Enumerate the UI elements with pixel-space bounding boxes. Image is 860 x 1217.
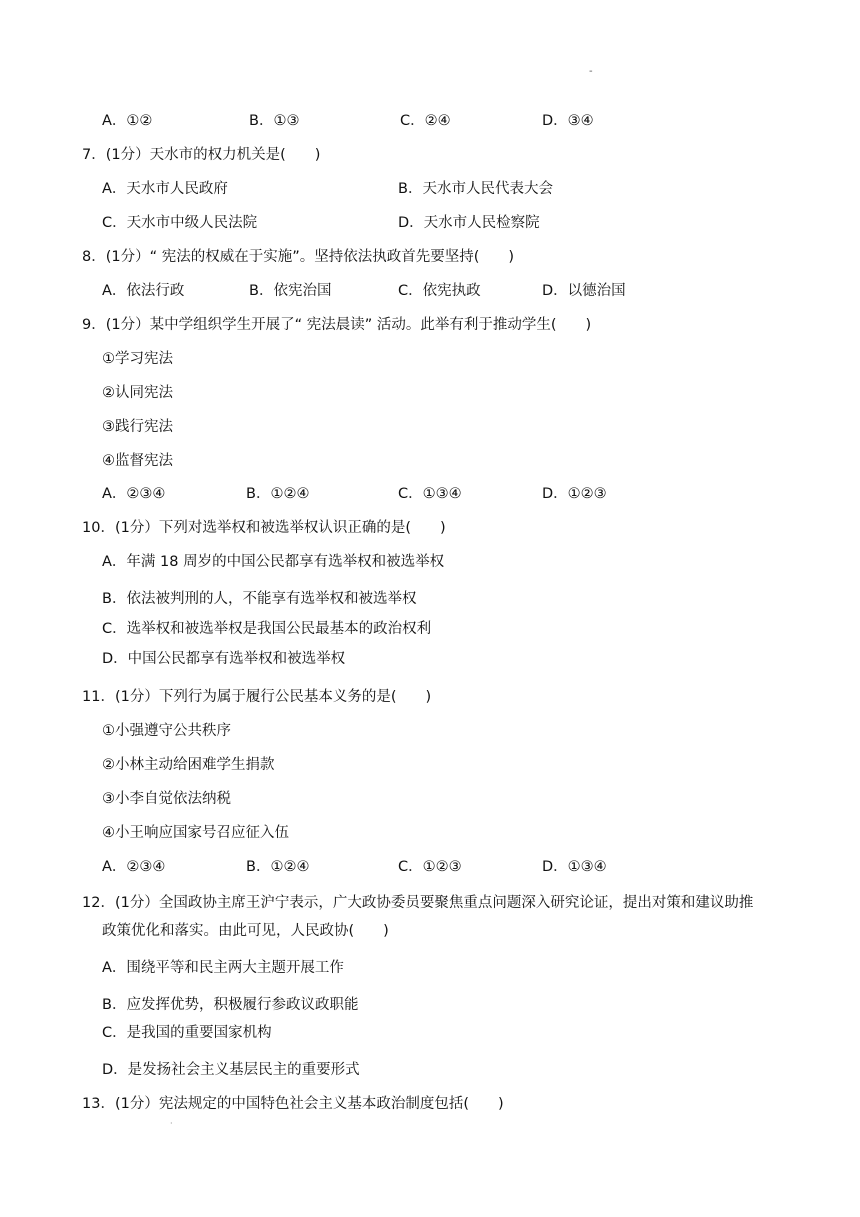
q10-stem: 10．(1分）下列对选举权和被选举权认识正确的是( ) xyxy=(82,520,446,536)
q7-stem: 7．(1分）天水市的权力机关是( ) xyxy=(82,147,321,163)
q11-option-d[interactable]: D．①③④ xyxy=(542,859,607,875)
header-mark: - xyxy=(589,66,593,77)
q7-option-b[interactable]: B．天水市人民代表大会 xyxy=(398,181,553,197)
q13-stem: 13．(1分）宪法规定的中国特色社会主义基本政治制度包括( ) xyxy=(82,1096,504,1112)
q11-item-3: ③小李自觉依法纳税 xyxy=(102,791,231,807)
q7-option-d[interactable]: D．天水市人民检察院 xyxy=(398,215,540,231)
q6-option-c[interactable]: C．②④ xyxy=(400,113,451,129)
q12-option-c[interactable]: C．是我国的重要国家机构 xyxy=(102,1025,272,1041)
q11-option-c[interactable]: C．①②③ xyxy=(398,859,462,875)
q10-option-a[interactable]: A．年满 18 周岁的中国公民都享有选举权和被选举权 xyxy=(102,554,445,570)
q11-item-1: ①小强遵守公共秩序 xyxy=(102,723,231,739)
q9-option-a[interactable]: A．②③④ xyxy=(102,486,166,502)
q12-stem-line-1: 12．(1分）全国政协主席王沪宁表示，广大政协委员要聚焦重点问题深入研究论证，提出对策和建议助推 xyxy=(82,895,754,911)
q11-item-2: ②小林主动给困难学生捐款 xyxy=(102,757,275,773)
q9-item-2: ②认同宪法 xyxy=(102,385,173,401)
q9-option-c[interactable]: C．①③④ xyxy=(398,486,462,502)
q9-item-1: ①学习宪法 xyxy=(102,351,173,367)
q9-item-4: ④监督宪法 xyxy=(102,453,173,469)
q10-option-d[interactable]: D．中国公民都享有选举权和被选举权 xyxy=(102,651,346,667)
q9-item-3: ③践行宪法 xyxy=(102,419,173,435)
q12-stem-line-2: 政策优化和落实。由此可见，人民政协( ) xyxy=(102,923,389,939)
q6-option-d[interactable]: D．③④ xyxy=(542,113,594,129)
q12-option-b[interactable]: B．应发挥优势，积极履行参政议政职能 xyxy=(102,997,359,1013)
q8-stem: 8．(1分）“ 宪法的权威在于实施”。坚持依法执政首先要坚持( ) xyxy=(82,249,515,265)
footer-mark: · xyxy=(170,1119,173,1128)
q8-option-d[interactable]: D．以德治国 xyxy=(542,283,626,299)
q7-option-a[interactable]: A．天水市人民政府 xyxy=(102,181,228,197)
q9-stem: 9．(1分）某中学组织学生开展了“ 宪法晨读” 活动。此举有利于推动学生( ) xyxy=(82,317,592,333)
q8-option-a[interactable]: A．依法行政 xyxy=(102,283,185,299)
q9-option-d[interactable]: D．①②③ xyxy=(542,486,607,502)
q12-option-a[interactable]: A．围绕平等和民主两大主题开展工作 xyxy=(102,960,344,976)
q6-option-b[interactable]: B．①③ xyxy=(249,113,300,129)
q12-option-d[interactable]: D．是发扬社会主义基层民主的重要形式 xyxy=(102,1062,360,1078)
q9-option-b[interactable]: B．①②④ xyxy=(246,486,310,502)
q11-option-a[interactable]: A．②③④ xyxy=(102,859,166,875)
q11-option-b[interactable]: B．①②④ xyxy=(246,859,310,875)
q6-option-a[interactable]: A．①② xyxy=(102,113,153,129)
q8-option-b[interactable]: B．依宪治国 xyxy=(249,283,332,299)
q8-option-c[interactable]: C．依宪执政 xyxy=(398,283,481,299)
q10-option-b[interactable]: B．依法被判刑的人，不能享有选举权和被选举权 xyxy=(102,591,417,607)
q11-stem: 11．(1分）下列行为属于履行公民基本义务的是( ) xyxy=(82,689,432,705)
q11-item-4: ④小王响应国家号召应征入伍 xyxy=(102,825,289,841)
q10-option-c[interactable]: C．选举权和被选举权是我国公民最基本的政治权利 xyxy=(102,621,432,637)
q7-option-c[interactable]: C．天水市中级人民法院 xyxy=(102,215,258,231)
